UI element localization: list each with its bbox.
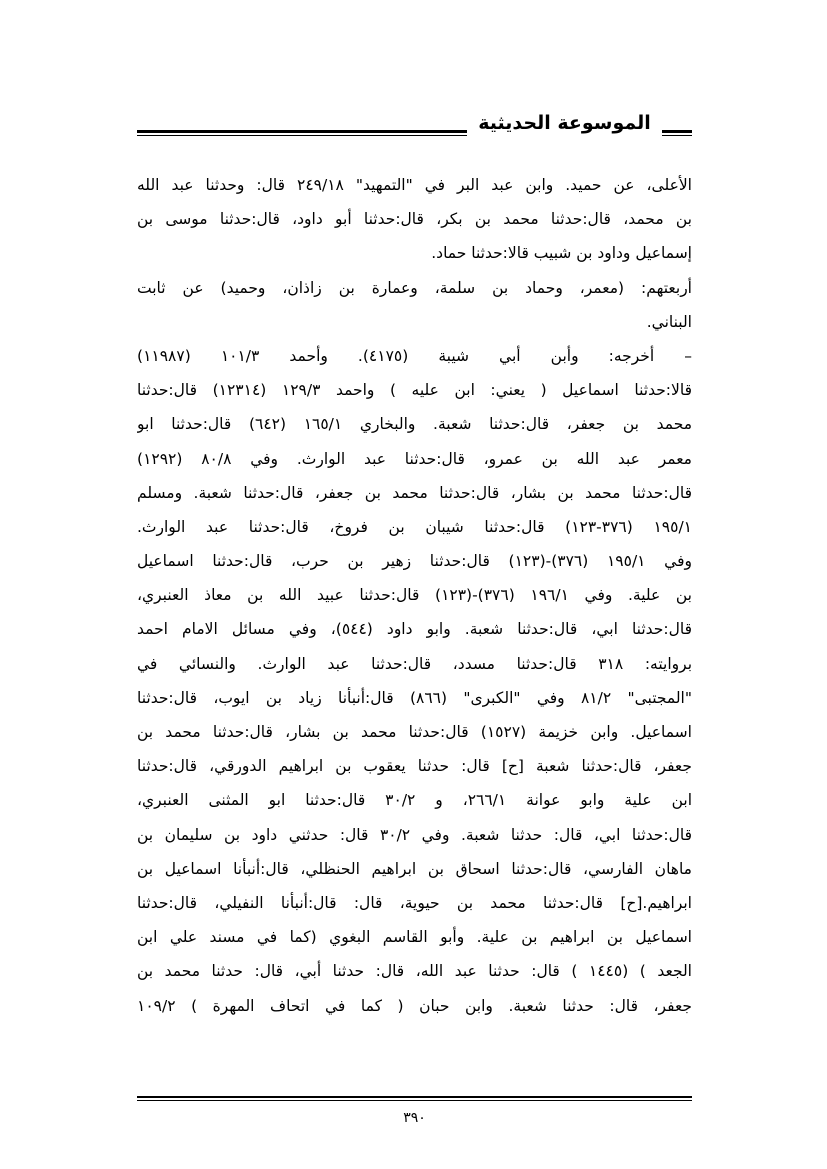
text-line: اسماعيل بن ابراهيم بن علية. وأبو القاسم البغوي (كما في مسند علي ابن	[137, 928, 692, 947]
text-line: إسماعيل وداود بن شبيب قالا:حدثنا حماد.	[431, 244, 692, 263]
text-line: ١٩٥/١ (٣٧٦-١٢٣) قال:حدثنا شيبان بن فروخ، قال:حدثنا عبد الوارث.	[137, 517, 692, 536]
footer-rule	[137, 1096, 692, 1101]
text-line: البناني.	[646, 312, 692, 331]
text-line: "المجتبى" ٨١/٢ وفي "الكبرى" (٨٦٦) قال:أنبأنا زياد بن ايوب، قال:حدثنا	[137, 688, 692, 707]
header-title: الموسوعة الحديثية	[478, 112, 651, 134]
text-line: محمد بن جعفر، قال:حدثنا شعبة. والبخاري ١٦٥/١ (٦٤٢) قال:حدثنا ابو	[137, 415, 692, 434]
text-line: بن علية. وفي ١٩٦/١ (٣٧٦)-(١٢٣) قال:حدثنا عبيد الله بن معاذ العنبري،	[137, 586, 692, 605]
text-line: وفي ١٩٥/١ (٣٧٦)-(١٢٣) قال:حدثنا زهير بن حرب، قال:حدثنا اسماعيل	[137, 552, 692, 571]
header-rule-left	[137, 130, 467, 136]
text-line: قال:حدثنا ابي، قال: حدثنا شعبة. وفي ٣٠/٢ قال: حدثني داود بن سليمان بن	[137, 825, 692, 844]
text-line: جعفر، قال:حدثنا شعبة [ح] قال: حدثنا يعقوب بن ابراهيم الدورقي، قال:حدثنا	[137, 757, 692, 776]
text-line: قال:حدثنا محمد بن بشار، قال:حدثنا محمد بن جعفر، قال:حدثنا شعبة. ومسلم	[137, 483, 692, 502]
text-line: معمر عبد الله بن عمرو، قال:حدثنا عبد الوارث. وفي ٨٠/٨ (١٢٩٢)	[137, 449, 692, 468]
text-line: ابراهيم.[ح] قال:حدثنا محمد بن حيوية، قال: قال:أنبأنا النفيلي، قال:حدثنا	[137, 893, 692, 912]
running-header	[137, 112, 692, 142]
text-line: – أخرجه: وأبن أبي شيبة (٤١٧٥). وأحمد ١٠١/٣ (١١٩٨٧)	[137, 346, 692, 365]
text-line: بن محمد، قال:حدثنا محمد بن بكر، قال:حدثنا أبو داود، قال:حدثنا موسى بن	[137, 210, 692, 229]
text-line: قالا:حدثنا اسماعيل ( يعني: ابن عليه ) واحمد ١٢٩/٣ (١٢٣١٤) قال:حدثنا	[137, 381, 692, 400]
page-number: ٣٩٠	[403, 1110, 426, 1126]
text-line: ابن علية وابو عوانة ٢٦٦/١، و ٣٠/٢ قال:حدثنا ابو المثنى العنبري،	[137, 791, 692, 810]
header-rule-right	[662, 130, 692, 136]
text-line: الأعلى، عن حميد. وابن عبد البر في "التمهيد" ٢٤٩/١٨ قال: وحدثنا عبد الله	[137, 176, 692, 194]
text-line: قال:حدثنا ابي، قال:حدثنا شعبة. وابو داود (٥٤٤)، وفي مسائل الامام احمد	[137, 620, 692, 639]
text-line: الجعد ) (١٤٤٥ ) قال: حدثنا عبد الله، قال: حدثنا أبي، قال: حدثنا محمد بن	[137, 962, 692, 981]
text-line: ماهان الفارسي، قال:حدثنا اسحاق بن ابراهيم الحنظلي، قال:أنبأنا اسماعيل بن	[137, 859, 692, 878]
text-line: جعفر، قال: حدثنا شعبة. وابن حبان ( كما في اتحاف المهرة ) ١٠٩/٢	[137, 996, 692, 1015]
body-text	[137, 168, 692, 1023]
text-line: بروايته: ٣١٨ قال:حدثنا مسدد، قال:حدثنا عبد الوارث. والنسائي في	[137, 654, 692, 673]
text-line: أربعتهم: (معمر، وحماد بن سلمة، وعمارة بن زاذان، وحميد) عن ثابت	[137, 278, 692, 297]
text-line: اسماعيل. وابن خزيمة (١٥٢٧) قال:حدثنا محمد بن بشار، قال:حدثنا محمد بن	[137, 723, 692, 741]
